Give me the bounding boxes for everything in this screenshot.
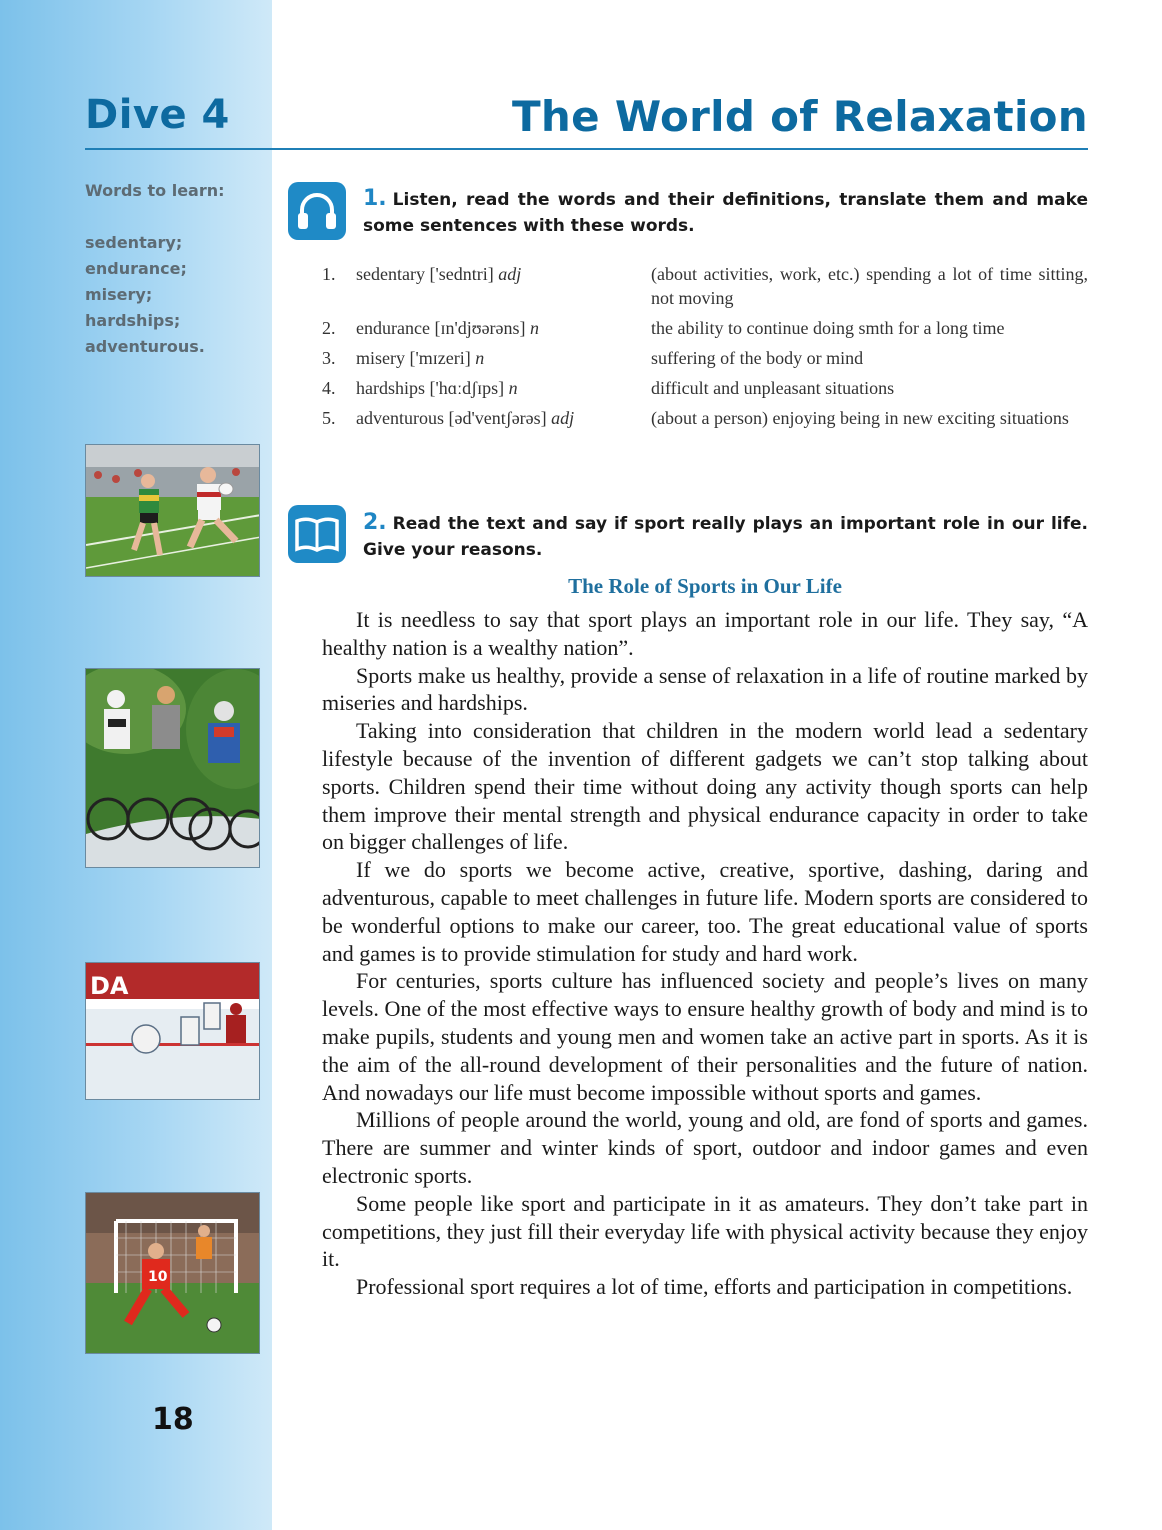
- vocab-word: hardships ['hɑːdʃɪps]: [356, 378, 505, 398]
- paragraph: For centuries, sports culture has influenced society and people’s lives on many levels. One of the most effective ways to ensure healthy growth of body and mind is to make pupils, students and young men and women take an active part in sports. As it is the aim of the all-round development of their personalities and the future of nation. And nowadays our life must become impossible without sports and games.: [322, 968, 1088, 1105]
- page-title: The World of Relaxation: [511, 92, 1088, 141]
- word-item: misery;: [85, 285, 153, 304]
- vocab-row: [322, 406, 1088, 430]
- open-book-icon: [288, 505, 346, 563]
- vocab-word: adventurous [əd'ventʃərəs]: [356, 408, 547, 428]
- soccer-image: [86, 1193, 260, 1354]
- vocab-definition: (about activities, work, etc.) spending a lot of time sitting, not moving: [651, 264, 1088, 308]
- vocab-word: sedentary ['sedntri]: [356, 264, 494, 284]
- ice-hockey-image: [86, 963, 260, 1100]
- task2-number: 2.: [363, 510, 387, 535]
- paragraph: Taking into consideration that children in the modern world lead a sedentary lifestyle because of the invention of different gadgets we can’t stop talking about sports. Children spend their time without doing any activity though sports can help them improve their mental strength and physical endurance capacity in order to take on bigger challenges of life.: [322, 718, 1088, 855]
- vocab-row: [322, 316, 1088, 340]
- reading-text: [322, 606, 1088, 1301]
- vocab-definition: (about a person) enjoying being in new exciting situations: [651, 408, 1069, 428]
- vocab-pos: adj: [551, 408, 575, 428]
- reading-title: The Role of Sports in Our Life: [568, 574, 842, 598]
- task2-text: Read the text and say if sport really plays an important role in our life. Give your reasons.: [363, 514, 1088, 560]
- soccer-photo: [85, 1192, 260, 1354]
- page-number: 18: [152, 1402, 194, 1437]
- task1-text: Listen, read the words and their definitions, translate them and make some sentences with these words.: [363, 190, 1088, 236]
- vocab-definition: difficult and unpleasant situations: [651, 378, 895, 398]
- vocab-definition: suffering of the body or mind: [651, 348, 864, 368]
- words-to-learn: [85, 178, 265, 360]
- vocab-row: [322, 346, 1088, 370]
- gaelic-football-image: [86, 445, 260, 577]
- gaelic-football-photo: [85, 444, 260, 577]
- task2-instruction: [363, 510, 1088, 563]
- vocab-number: 5.: [322, 408, 336, 428]
- rink-board-text: DA: [90, 972, 129, 1000]
- dive-label: Dive 4: [85, 92, 230, 138]
- paragraph: Some people like sport and participate in it as amateurs. They don’t take part in competitions, they just fill their everyday life with physical activity because they enjoy it.: [322, 1190, 1088, 1272]
- vocab-word: misery ['mɪzeri]: [356, 348, 471, 368]
- vocab-term: [356, 406, 651, 430]
- vocab-definition: the ability to continue doing smth for a long time: [651, 318, 1005, 338]
- vocabulary-list: [322, 262, 1088, 436]
- vocab-row: [322, 376, 1088, 400]
- headphones-icon: [288, 182, 346, 240]
- paragraph: If we do sports we become active, creative, sportive, dashing, daring and adventurous, capable to meet challenges in future life. Modern sports are considered to be wonderful options to make our career, too. The great educational value of sports and games is to provide stimulation for study and hard work.: [322, 857, 1088, 966]
- vocab-number: 3.: [322, 348, 336, 368]
- vocab-pos: n: [475, 348, 485, 368]
- paragraph: Sports make us healthy, provide a sense of relaxation in a life of routine marked by miseries and hardships.: [322, 662, 1088, 716]
- vocab-term: [356, 262, 651, 310]
- vocab-term: [356, 316, 651, 340]
- word-item: hardships;: [85, 311, 181, 330]
- jersey-number: 10: [148, 1269, 168, 1285]
- vocab-row: [322, 262, 1088, 310]
- task1-number: 1.: [363, 186, 387, 211]
- vocab-pos: n: [508, 378, 518, 398]
- ice-hockey-photo: [85, 962, 260, 1100]
- word-item: adventurous.: [85, 337, 205, 356]
- cycling-image: [86, 669, 260, 868]
- task1-instruction: [363, 186, 1088, 239]
- word-item: sedentary;: [85, 233, 183, 252]
- words-heading: Words to learn:: [85, 181, 225, 200]
- paragraph: Professional sport requires a lot of time, efforts and participation in competitions.: [356, 1274, 1073, 1300]
- vocab-pos: adj: [498, 264, 522, 284]
- paragraph: It is needless to say that sport plays an important role in our life. They say, “A healthy nation is a wealthy nation”.: [322, 607, 1088, 660]
- vocab-term: [356, 376, 651, 400]
- vocab-pos: n: [530, 318, 540, 338]
- paragraph: Millions of people around the world, young and old, are fond of sports and games. There are summer and winter kinds of sport, outdoor and indoor games and even electronic sports.: [322, 1107, 1088, 1188]
- word-item: endurance;: [85, 259, 187, 278]
- vocab-number: 4.: [322, 378, 336, 398]
- title-divider: [85, 148, 1088, 150]
- vocab-word: endurance [ɪn'djʊərəns]: [356, 318, 526, 338]
- vocab-term: [356, 346, 651, 370]
- cycling-photo: [85, 668, 260, 868]
- vocab-number: 2.: [322, 318, 336, 338]
- vocab-number: 1.: [322, 264, 336, 284]
